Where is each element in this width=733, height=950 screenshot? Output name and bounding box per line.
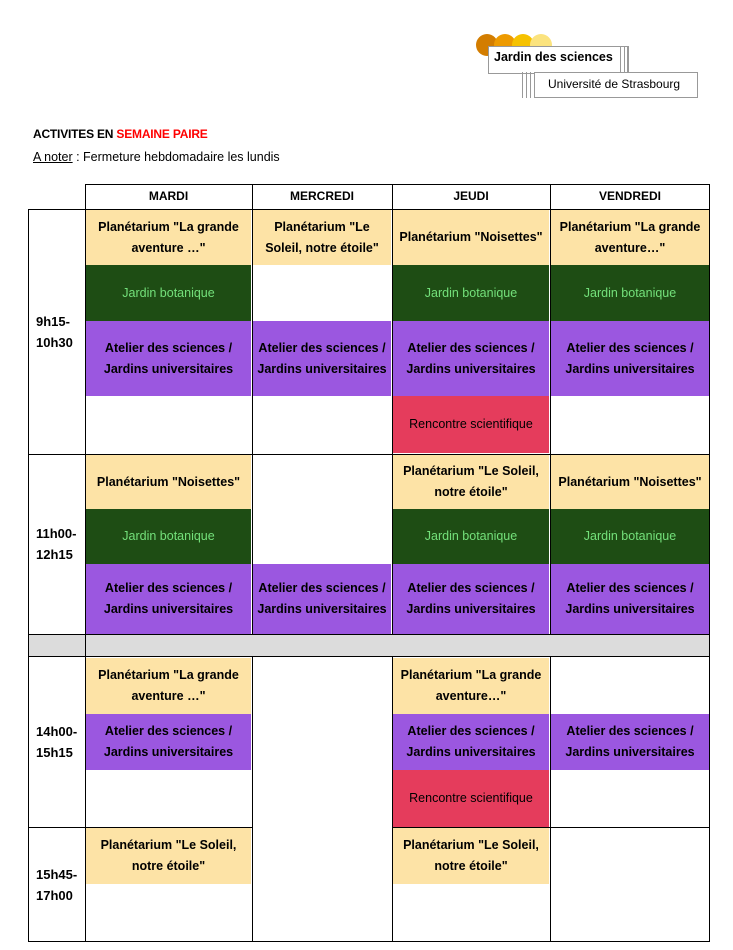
atelier-cell: Atelier des sciences / Jardins universitaires — [86, 714, 251, 770]
rencontre-cell: Rencontre scientifique — [393, 396, 549, 453]
jardin-botanique-cell: Jardin botanique — [551, 509, 709, 564]
planetarium-cell: Planétarium "Noisettes" — [551, 455, 709, 509]
planetarium-cell: Planétarium "Noisettes" — [393, 210, 549, 265]
grid-line — [550, 184, 551, 635]
planetarium-cell: Planétarium "La grande aventure…" — [393, 658, 549, 714]
day-header-mercredi: MERCREDI — [289, 189, 354, 203]
grid-line — [85, 184, 710, 185]
day-header-mardi: MARDI — [148, 189, 189, 203]
grid-line — [709, 184, 710, 942]
planetarium-cell: Planétarium "Noisettes" — [86, 455, 251, 509]
planetarium-cell: Planétarium "La grande aventure …" — [86, 210, 251, 265]
grid-line — [28, 454, 710, 455]
grid-line — [28, 209, 29, 942]
jardin-botanique-cell: Jardin botanique — [551, 265, 709, 321]
schedule-table — [28, 184, 710, 942]
grid-line — [252, 656, 253, 942]
jardin-botanique-cell: Jardin botanique — [86, 265, 251, 321]
logo-line — [530, 72, 531, 98]
atelier-cell: Atelier des sciences / Jardins universitaires — [86, 564, 251, 634]
heading-highlight: SEMAINE PAIRE — [116, 127, 208, 141]
grid-line — [28, 209, 710, 210]
planetarium-cell: Planétarium "Le Soleil, notre étoile" — [253, 210, 391, 265]
logo-title: Jardin des sciences — [494, 50, 613, 64]
grid-line — [28, 827, 252, 828]
atelier-cell: Atelier des sciences / Jardins universitaires — [393, 564, 549, 634]
time-slot-4: 15h45- 17h00 — [36, 866, 78, 903]
grid-line — [392, 656, 393, 942]
logo-line — [624, 46, 625, 74]
grid-line — [392, 827, 710, 828]
lunch-break-row — [29, 635, 709, 656]
planetarium-cell: Planétarium "Le Soleil, notre étoile" — [393, 455, 549, 509]
day-header-vendredi: VENDREDI — [598, 189, 661, 203]
atelier-cell: Atelier des sciences / Jardins universitaires — [551, 564, 709, 634]
planetarium-cell: Planétarium "Le Soleil, notre étoile" — [393, 828, 549, 884]
planetarium-cell: Planétarium "La grande aventure…" — [551, 210, 709, 265]
grid-line — [85, 184, 86, 942]
grid-line — [28, 634, 710, 635]
planetarium-cell: Planétarium "Le Soleil, notre étoile" — [86, 828, 251, 884]
time-slot-3: 14h00- 15h15 — [36, 724, 78, 760]
note-label: A noter — [33, 150, 73, 164]
logo-line — [628, 46, 629, 74]
jardin-botanique-cell: Jardin botanique — [393, 265, 549, 321]
jardin-botanique-cell: Jardin botanique — [393, 509, 549, 564]
logo-subtitle: Université de Strasbourg — [548, 77, 681, 91]
atelier-cell: Atelier des sciences / Jardins universitaires — [551, 714, 709, 770]
jardin-des-sciences-logo — [476, 30, 706, 100]
grid-line — [252, 184, 253, 635]
atelier-cell: Atelier des sciences / Jardins universitaires — [253, 321, 391, 396]
grid-line — [28, 656, 710, 657]
rencontre-cell: Rencontre scientifique — [393, 770, 549, 827]
atelier-cell: Atelier des sciences / Jardins universitaires — [393, 714, 549, 770]
grid-line — [392, 184, 393, 635]
heading-prefix: ACTIVITES EN — [33, 127, 117, 141]
atelier-cell: Atelier des sciences / Jardins universitaires — [393, 321, 549, 396]
day-header-jeudi: JEUDI — [453, 189, 489, 203]
atelier-cell: Atelier des sciences / Jardins universitaires — [86, 321, 251, 396]
grid-line — [550, 656, 551, 942]
planetarium-cell: Planétarium "La grande aventure …" — [86, 658, 251, 714]
page-heading — [33, 127, 208, 141]
logo-line — [526, 72, 527, 98]
note-text: : Fermeture hebdomadaire les lundis — [72, 150, 280, 164]
logo-line — [620, 46, 621, 74]
logo-line — [522, 72, 523, 98]
atelier-cell: Atelier des sciences / Jardins universitaires — [551, 321, 709, 396]
time-slot-1: 9h15- 10h30 — [36, 313, 73, 350]
time-slot-2: 11h00- 12h15 — [36, 526, 77, 562]
grid-line — [28, 941, 710, 942]
atelier-cell: Atelier des sciences / Jardins universitaires — [253, 564, 391, 634]
jardin-botanique-cell: Jardin botanique — [86, 509, 251, 564]
closure-note — [33, 150, 280, 164]
